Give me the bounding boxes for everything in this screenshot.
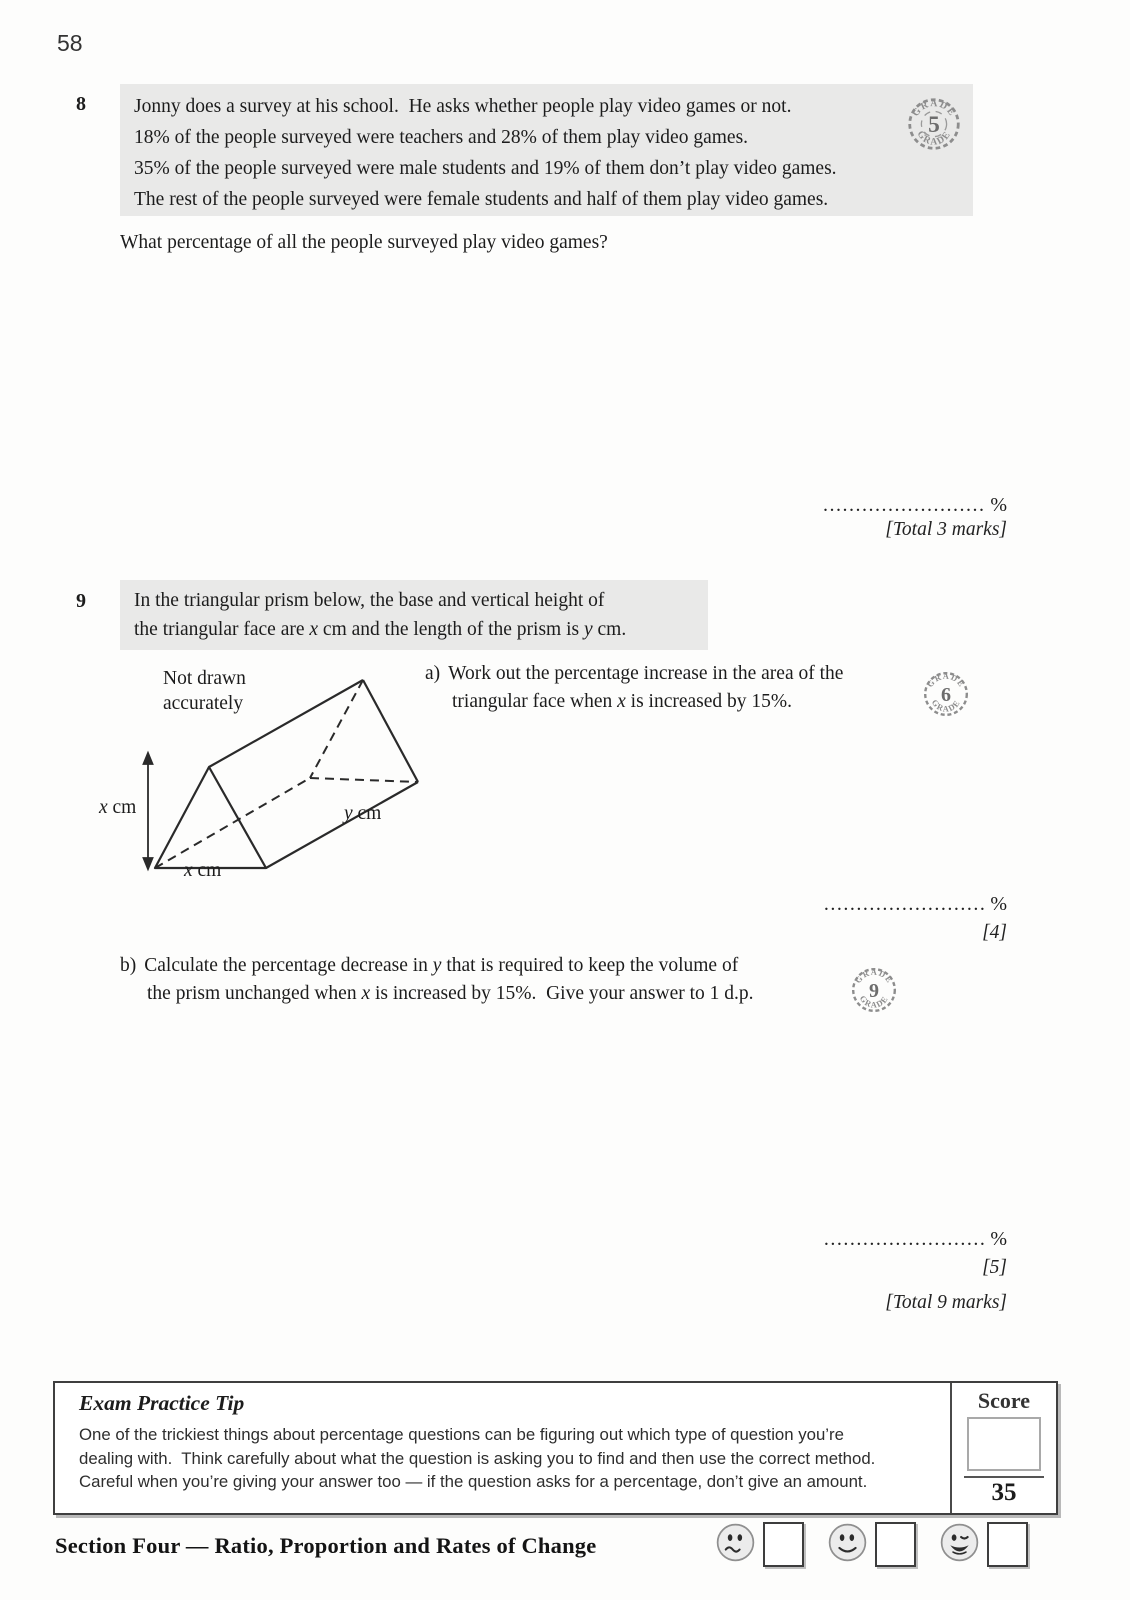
score-divider <box>964 1476 1044 1478</box>
grade-6-badge-icon <box>922 670 970 718</box>
not-drawn-line-1: Not drawn <box>163 668 246 689</box>
section-footer-title: Section Four — Ratio, Proportion and Rates of Change <box>55 1533 597 1558</box>
label-base-x-cm: x cm <box>184 860 222 881</box>
rating-checkbox-neutral[interactable] <box>875 1522 916 1567</box>
part-a-label: a) <box>425 663 441 684</box>
slight-smile-face-icon <box>828 1523 867 1567</box>
question-9-line-1: In the triangular prism below, the base and vertical height of <box>134 590 605 611</box>
rating-group-neutral <box>828 1522 916 1567</box>
rating-group-happy <box>940 1522 1028 1567</box>
rating-checkbox-happy[interactable] <box>987 1522 1028 1567</box>
question-8-line-2: 18% of the people surveyed were teachers and 28% of them play video games. <box>134 127 749 148</box>
question-8-number: 8 <box>76 93 86 115</box>
question-9b <box>120 952 754 1008</box>
question-9b-marks: [5] <box>982 1257 1007 1278</box>
sad-face-icon <box>716 1523 755 1567</box>
question-9-number: 9 <box>76 590 86 612</box>
tip-content <box>55 1383 950 1513</box>
tip-line-2: dealing with. Think carefully about what the question is asking you to find and then use the correct method. <box>79 1448 876 1468</box>
percent-sign: % <box>990 1228 1007 1250</box>
part-b-line-2: the prism unchanged when x is increased by 15%. Give your answer to 1 d.p. <box>147 983 754 1004</box>
answer-dots[interactable]: ......................... <box>823 893 987 915</box>
svg-text:GRADE: GRADE <box>910 98 958 119</box>
self-assessment-row <box>716 1522 1028 1567</box>
question-8-total-marks: [Total 3 marks] <box>885 519 1007 540</box>
question-9a-marks: [4] <box>982 922 1007 943</box>
question-9-total-marks: [Total 9 marks] <box>885 1292 1007 1313</box>
score-panel <box>950 1383 1056 1513</box>
percent-sign: % <box>990 494 1007 516</box>
question-9a-answer-line[interactable] <box>824 893 1007 916</box>
part-b-line-1: Calculate the percentage decrease in y that is required to keep the volume of <box>144 955 739 976</box>
rating-group-sad <box>716 1522 804 1567</box>
answer-dots[interactable]: ......................... <box>823 1228 987 1250</box>
question-8-line-1: Jonny does a survey at his school. He asks whether people play video games or not. <box>134 96 792 117</box>
question-8-prompt: What percentage of all the people surveyed play video games? <box>120 232 608 253</box>
score-label: Score <box>977 1388 1031 1413</box>
question-8-statement-box <box>120 84 973 216</box>
part-a-line-1: Work out the percentage increase in the area of the <box>448 663 844 684</box>
grade-9-badge-icon <box>850 966 898 1014</box>
prism-diagram <box>90 652 450 897</box>
tip-line-1: One of the trickiest things about percentage questions can be figuring out which type of question you’re <box>79 1425 844 1444</box>
score-total: 35 <box>991 1479 1017 1506</box>
svg-text:9: 9 <box>869 979 879 1002</box>
part-a-line-2: triangular face when x is increased by 15%. <box>452 691 793 712</box>
rating-checkbox-sad[interactable] <box>763 1522 804 1567</box>
question-9-line-2: the triangular face are x cm and the length of the prism is y cm. <box>134 619 627 640</box>
svg-text:GRADE: GRADE <box>853 967 895 986</box>
score-input-box[interactable] <box>967 1417 1041 1471</box>
question-8-line-4: The rest of the people surveyed were female students and half of them play video games. <box>134 189 829 210</box>
question-9-statement-box <box>120 580 708 650</box>
label-length-y-cm: y cm <box>344 803 382 824</box>
svg-text:GRADE: GRADE <box>857 994 891 1010</box>
tip-title: Exam Practice Tip <box>79 1391 245 1415</box>
svg-text:GRADE: GRADE <box>925 671 967 690</box>
svg-text:GRADE: GRADE <box>929 698 963 714</box>
percent-sign: % <box>990 893 1007 915</box>
winking-grin-face-icon <box>940 1523 979 1567</box>
svg-text:6: 6 <box>941 683 951 706</box>
tip-line-3: Careful when you’re giving your answer too — if the question asks for a percentage, don’t give an amount. <box>79 1472 868 1491</box>
svg-text:GRADE: GRADE <box>914 128 954 148</box>
grade-5-badge-icon <box>906 96 962 152</box>
question-8-line-3: 35% of the people surveyed were male students and 19% of them don’t play video games. <box>134 158 837 179</box>
svg-text:5: 5 <box>928 111 940 138</box>
question-8-answer-line[interactable] <box>823 490 1007 521</box>
label-height-x-cm: x cm <box>99 797 137 818</box>
question-9b-answer-line[interactable] <box>824 1228 1007 1251</box>
question-9a <box>425 660 843 716</box>
not-drawn-line-2: accurately <box>163 693 244 714</box>
exam-practice-tip-box <box>53 1381 1058 1515</box>
part-b-label: b) <box>120 955 137 976</box>
answer-dots[interactable]: ......................... <box>822 494 986 516</box>
page-number: 58 <box>57 30 83 56</box>
